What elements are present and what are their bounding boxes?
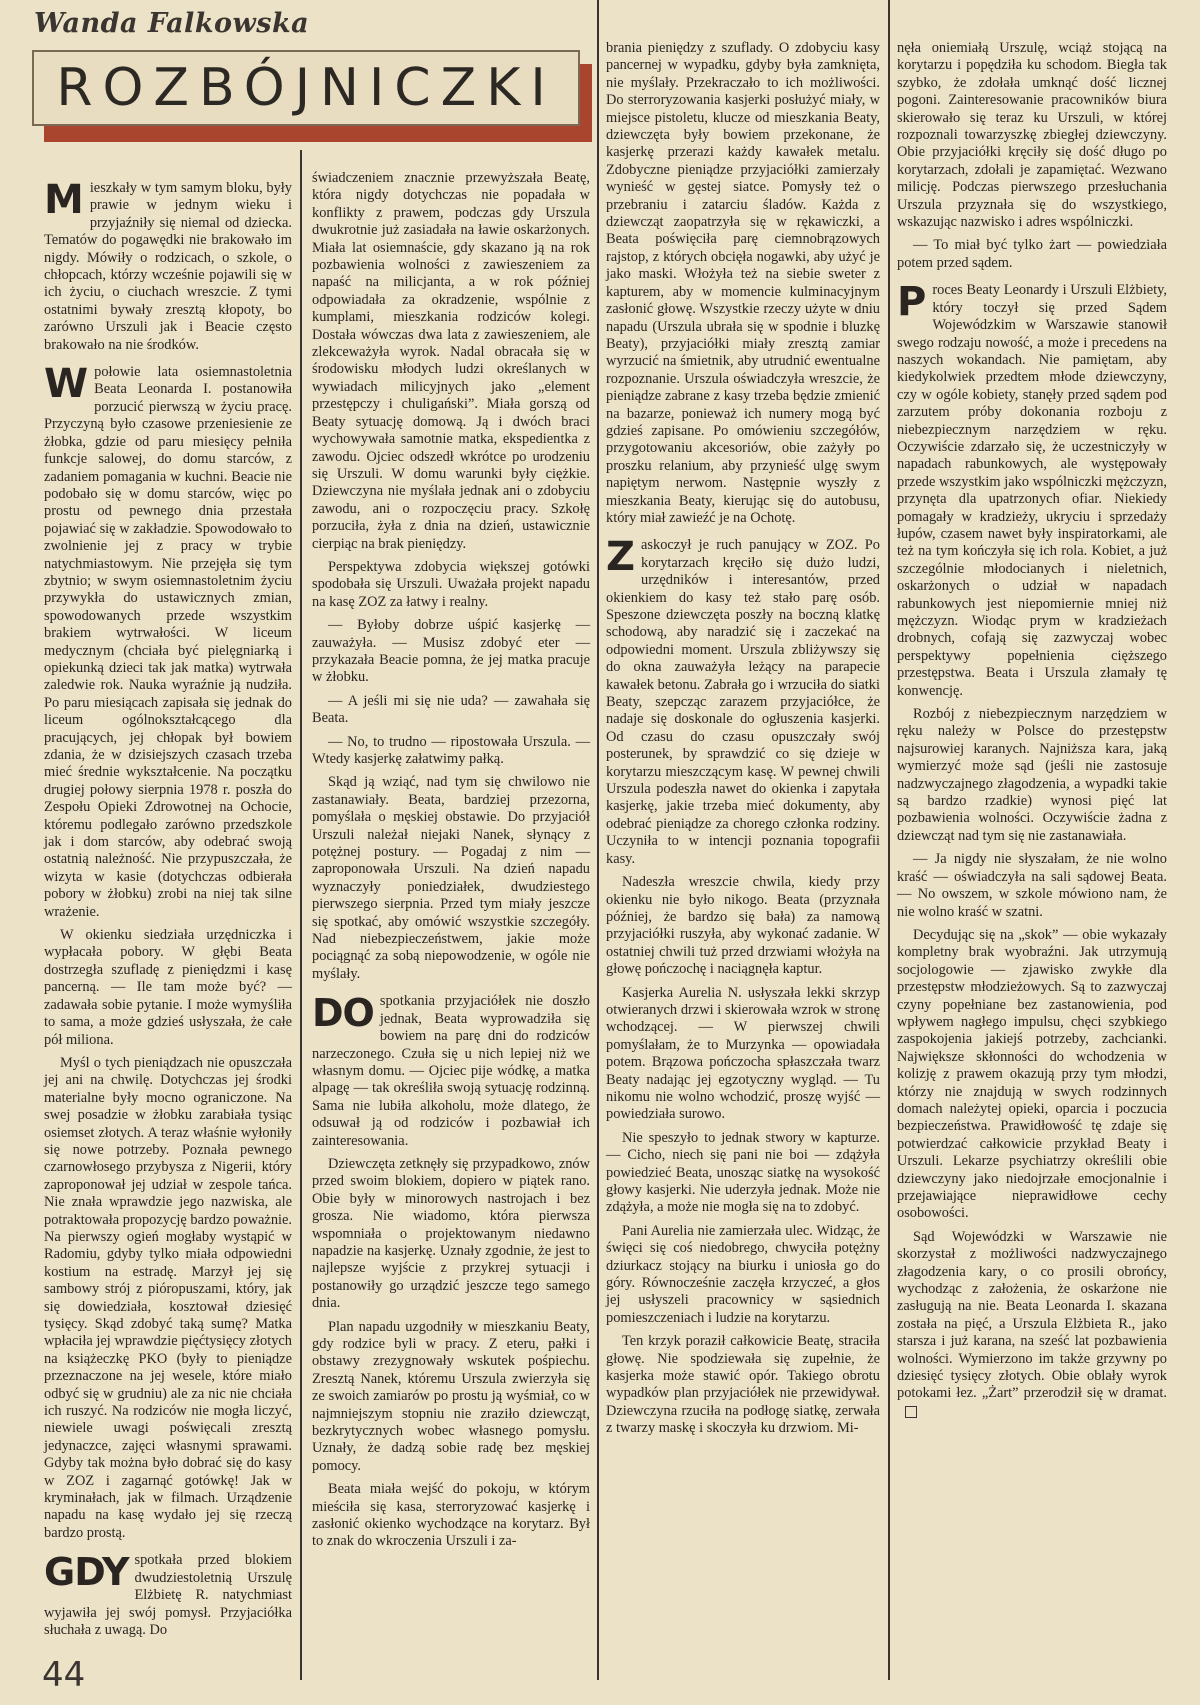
paragraph: [312, 993, 590, 1150]
paragraph: [44, 177, 292, 354]
column-rule: [597, 0, 599, 1680]
paragraph-text: połowie lata osiemnastoletnia Beata Leonarda I. postanowiła porzucić pierwszą w życiu pracę. Przyczyną było czasowe przeniesienie ze żłobka, gdzie od paru miesięcy pełniła funkcje salowej, do domu starców, z zadaniem pomagania w kuchni. Beacie nie podobało się w domu starców, więc po prostu od pewnego dnia przestała pojawiać się w zakładzie. Spowodowało to zwolnienie jej z pracy w trybie natychmiastowym. Nie przejęła się tym zbytnio; w swym osiemnastoletnim życiu przywykła do ustawicznych zmian, spowodowanych przede wszystkim brakiem wytrwałości. W liceum medycznym (chciała być pielęgniarką i opiekunką dzieci tak jak matka) wytrwała zaledwie rok. Nauka wyraźnie ją nudziła. Po paru miesiącach zapisała się jednak do liceum ogólnokształcącego dla pracujących, jej chłopak był bowiem zdania, że w dzisiejszych czasach trzeba mieć średnie wykształcenie. Na początku drugiej połowy sierpnia 1978 r. poszła do Zespołu Opieki Zdrowotnej na Ochocie, któremu podlegało zarówno przedszkole jak i dom starców, aby odebrać swoją ostatnią należność. Nie przypuszczała, że wizyta w kasie (dotychczas odbierała pobory w żłobku) zrobi na niej tak silne wrażenie.: [44, 364, 292, 920]
column-rule: [888, 0, 890, 1680]
paragraph-text: spotkała przed blokiem dwudziestoletnią Urszulę Elżbietę R. natychmiast wyjawiła jej swój pomysł. Przyjaciółka słuchała z uwagą. Do: [44, 1552, 292, 1638]
paragraph: — To miał być tylko żart — powiedziała potem przed sądem.: [897, 237, 1167, 271]
paragraph: [606, 534, 880, 868]
column-rule: [300, 150, 302, 1680]
end-mark-icon: [905, 1406, 917, 1418]
paragraph: — Ja nigdy nie słyszałam, że nie wolno kraść — oświadczyła na sali sądowej Beata. — No owszem, w szkole mówiono nam, że nie wolno kraść w szatni.: [897, 851, 1167, 920]
paragraph: — A jeśli mi się nie uda? — zawahała się Beata.: [312, 692, 590, 727]
paragraph: Decydując się na „skok” — obie wykazały kompletny brak wyobraźni. Jak utrzymują socjologowie — zjawisko zwykłe dla przestępstw młodzieżowych. Są to zazwyczaj czyny popełniane bez zastanowienia, pod wpływem nagłego impulsu, chęci szybkiego zaspokojenia jakiejś potrzeby, zachcianki. Największe skłonności do wchodzenia w kolizję z prawem okazują przy tym młodzi, którzy nie znajdują w swych rodzinnych domach należytej opieki, oparcia i poczucia bezpieczeństwa. Prawidłowość tę zdaje się potwierdzać całkowicie przykład Beaty i Urszuli. Lekarze psychiatrzy określili obie dziewczyny jako niedojrzałe emocjonalnie i przejawiające nieprawidłowe cechy osobowości.: [897, 926, 1167, 1222]
drop-cap: W: [44, 361, 89, 408]
paragraph: Kasjerka Aurelia N. usłyszała lekki skrzyp otwieranych drzwi i skierowała wzrok w stronę wchodzącej. — W pierwszej chwili pomyślałam, że to Murzynka — opowiadała potem. Brązowa pończocha spłaszczała twarz Beaty nadając jej egzotyczny wygląd. — Tu nikomu nie wolno wchodzić, proszę wyjść — powiedziała surowo.: [606, 984, 880, 1123]
title-banner: [32, 50, 592, 142]
text-column-1: [44, 170, 292, 1645]
paragraph-text: askoczył je ruch panujący w ZOZ. Po korytarzach kręciło się dużo ludzi, urzędników i interesantów, przed okienkiem do kasy też stało parę osób. Speszone dziewczęta poszły na boczną klatkę schodową, aby naradzić się i zaczekać na odpowiedni moment. Urszula zbliżywszy się do okna zauważyła leżący na parapecie kawałek betonu. Zabrała go i wrzuciła do siatki Beaty, szepcząc zarazem przyjaciółce, że nadaje się doskonale do ogłuszenia kasjerki. Od czasu do czasu opuszczały swój posterunek, by sprawdzić co się dzieje w korytarzu mieszczącym kasę. W pewnej chwili Urszula podeszła nawet do okienka i zapytała kasjerkę, jakie trzeba mieć dokumenty, aby odebrać pieniądze za chorego członka rodziny. Uczyniła to w intencji poznania topografii kasy.: [606, 537, 880, 867]
paragraph: [897, 279, 1167, 700]
article-title: ROZBÓJNICZKI: [56, 58, 556, 118]
paragraph: świadczeniem znacznie przewyższała Beatę, która nigdy dotychczas nie popadała w konflikty z prawem, podczas gdy Urszula dwukrotnie już zasiadała na ławie oskarżonych. Miała lat osiemnaście, gdy skazano ją na rok pozbawienia wolności z zawieszeniem za napaść na milicjanta, a w rok później odpowiadała za okradzenie, wspólnie z kumplami, mieszkania rodziców kolegi. Dostała wówczas dwa lata z zawieszeniem, ale zlekceważyła wyrok. Nadal obracała się w środowisku młodych ludzi określanych w wywiadach milicyjnych jako „element przestępczy i chuligański”. Miała gorszą od Beaty sytuację domową. Ją i dwóch braci wychowywała samotnie matka, ekspedientka z zawodu. Ojciec odszedł wkrótce po urodzeniu się Urszuli. W domu warunki były ciężkie. Dziewczyna nie myślała jednak ani o zdobyciu zawodu, ani o rozpoczęciu pracy. Szkołę porzuciła, żyła z dnia na dzień, ustawicznie cierpiąc na brak pieniędzy.: [312, 170, 590, 552]
paragraph: W okienku siedziała urzędniczka i wypłacała pobory. W głębi Beata dostrzegła szufladę z pieniędzmi i kasę pancerną. — Ile tam może być? — zadawała sobie pytanie. I może wymyśliła to sama, a może gdzieś usłyszała, że całe pół miliona.: [44, 927, 292, 1048]
title-banner-front: [32, 50, 580, 126]
paragraph: [897, 1229, 1167, 1420]
paragraph: nęła oniemiałą Urszulę, wciąż stojącą na korytarzu i popędziła ku schodom. Biegła tak szybko, że zdołała umknąć dość licznej pogoni. Zainteresowanie pracowników biura skierowało się teraz ku Urszuli, w której rozpoznali towarzyszkę zbiegłej dziewczyny. Obie przyjaciółki kręciły się dość długo po korytarzach, zdołali je zapamiętać. Wezwano milicję. Podczas pierwszego przesłuchania Urszula przyznała się do wszystkiego, wskazując nazwisko i adres wspólniczki.: [897, 40, 1167, 231]
paragraph: Myśl o tych pieniądzach nie opuszczała jej ani na chwilę. Dotychczas jej środki materialne były mocno ograniczone. Na swej posadzie w żłobku zarabiała tysiąc osiemset złotych. A teraz właśnie wyłoniły się nowe potrzeby. Poznała pewnego czarnowłosego przybysza z Nigerii, który zaproponował jej udział w zespole tańca. Nie znała wprawdzie jego nazwiska, ale potraktowała propozycję bardzo poważnie. Na pierwszy ogień mogłaby wystąpić w Radomiu, gdyby tylko miała odpowiedni kostium na estradę. Marzył jej się sambowy strój z pióropuszami, który, jak się dowiedziała, kosztował dziesięć tysięcy. Skąd zdobyć taką sumę? Matka wpłaciła jej wprawdzie pięćtysięcy złotych na książeczkę PKO (były to pieniądze przeznaczone na jej wesele, które miało odbyć się w grudniu) ale za nic nie chciała ich ruszyć. Na rodziców nie mogła liczyć, niewiele uwagi poświęcali zresztą jedynaczce, zajęci własnymi sprawami. Gdyby tak można było dobrać się do kasy w ZOZ i zagarnąć gotówkę! Jak w kryminałach, jak w filmach. Urządzenie napadu na kasę wydało jej się rzeczą bardzo prostą.: [44, 1054, 292, 1541]
paragraph: Pani Aurelia nie zamierzała ulec. Widząc, że święci się coś niedobrego, chwyciła potężny dziurkacz stojący na biurku i uniosła go do góry. Równocześnie zaczęła krzyczeć, a głos jej usłyszeli pracownicy w sąsiednich pomieszczeniach i ludzie na korytarzu.: [606, 1222, 880, 1326]
drop-cap: GDY: [44, 1550, 129, 1595]
paragraph-text: ieszkały w tym samym bloku, były prawie w jednym wieku i przyjaźniły się niemal od dziecka. Tematów do pogawędki nie brakowało im nigdy. Mówiły o rodzicach, o szkole, o chłopcach, którzy wcześnie pojawili się w ich życiu, o ciuchach wreszcie. Z tymi ostatnimi bywały zresztą kłopoty, bo zarówno Urszuli jak i Beacie często brakowało na nie środków.: [44, 180, 292, 353]
text-column-2: [312, 170, 590, 1557]
paragraph: Skąd ją wziąć, nad tym się chwilowo nie zastanawiały. Beata, bardziej przezorna, pomyślała o męskiej obstawie. Do przyjaciół Urszuli należał niejaki Nanek, słynący z potężnej postury. — Pogadaj z nim — zaproponowała Urszuli. Na dzień napadu wyznaczyły poniedziałek, dwudziestego pierwszego sierpnia. Przed tym miały jeszcze się spotkać, aby omówić wszystkie szczegóły. Nad niebezpieczeństwem, jakie może pociągnąć za sobą niepowodzenie, w ogóle nie myślały.: [312, 774, 590, 982]
author-name: Wanda Falkowska: [34, 8, 310, 39]
paragraph: Ten krzyk poraził całkowicie Beatę, straciła głowę. Nie spodziewała się zupełnie, że kasjerka może stawić opór. Takiego obrotu wypadków plan przyjaciółek nie przewidywał. Dziewczyna rzuciła na podłogę siatkę, zerwała z twarzy maskę i skoczyła ku drzwiom. Mi-: [606, 1333, 880, 1437]
paragraph: Plan napadu uzgodniły w mieszkaniu Beaty, gdy rodzice byli w pracy. Z eteru, pałki i obstawy zrezygnowały wskutek pośpiechu. Zresztą Nanek, któremu Urszula zwierzyła się ze swoich zamiarów po prostu ją wyśmiał, co w najmniejszym stopniu nie zraziło dziewcząt, bezkrytycznych wobec własnego pomysłu. Uznały, że dadzą sobie radę bez męskiej pomocy.: [312, 1318, 590, 1474]
paragraph: Nie speszyło to jednak stwory w kapturze. — Cicho, niech się pani nie boi — zdążyła powiedzieć Beata, unosząc siatkę na wysokość głowy kasjerki. Nie uderzyła jednak. Może nie zdążyła, a może nie mogła się na to zdobyć.: [606, 1129, 880, 1216]
paragraph: Nadeszła wreszcie chwila, kiedy przy okienku nie było nikogo. Beata (przyznała później, że bardzo się bała) za namową przyjaciółki ruszyła, aby wykonać zadanie. W ostatniej chwili tuż przed drzwiami włożyła na głowę pończochę i naciągnęła kaptur.: [606, 874, 880, 978]
page-number: 44: [42, 1655, 86, 1695]
paragraph: Dziewczęta zetknęły się przypadkowo, znów przed swoim blokiem, dopiero w piątek rano. Obie były w minorowych nastrojach i bez grosza. Nie wiadomo, która pierwsza wspomniała o projektowanym niedawno napadzie na kasjerkę. Uznały zgodnie, że jest to najlepsze wyjście z przykrej sytuacji i postanowiły go urządzić jeszcze tego samego dnia.: [312, 1155, 590, 1312]
drop-cap: Z: [606, 534, 636, 581]
drop-cap: DO: [312, 991, 374, 1036]
paragraph: [44, 1552, 292, 1639]
paragraph: — Byłoby dobrze uśpić kasjerkę — zauważyła. — Musisz zdobyć eter — przykazała Beacie pomna, że jej matka pracuje w żłobku.: [312, 617, 590, 686]
paragraph: brania pieniędzy z szuflady. O zdobyciu kasy pancernej w wypadku, gdyby była zamknięta, nie myślały. Przekraczało to ich możliwości. Do sterroryzowania kasjerki posłużyć miały, w miejsce pistoletu, klucze od mieszkania Beaty, dziewczęta były bowiem przekonane, że kasjerkę przerazi każdy kawałek metalu. Zdobyczne pieniądze przyjaciółki zamierzały wynieść w gęstej siatce. Pomysły też o przebraniu i zatarciu śladów. Każda z dziewcząt zaopatrzyła się w rękawiczki, a Beata poświęciła parę ciemnobrązowych rajstop, z których obcięła nogawki, aby użyć je jako maski. Włożyła też na siebie sweter z kapturem, aby w momencie kulminacyjnym zasłonić głowę. Wszystkie rzeczy użyte w dniu napadu (Urszula ubrała się w spodnie i bluzkę Beaty), przyjaciółki miały zresztą zamiar wyrzucić na śmietnik, aby utrudnić ewentualne rozpoznanie. Urszula oświadczyła wreszcie, że pieniądze zabrane z kasy trzeba będzie zmienić na bazarze, ponieważ ich numery mogą być gdzieś zapisane. Po omówieniu szczegółów, przygotowaniu akcesoriów, obie zażyły po proszku relanium, aby przynieść ulgę swym napiętym nerwom. Następnie wyszły z mieszkania Beaty, kierując się do autobusu, który miał zawieźć je na Ochotę.: [606, 40, 880, 526]
paragraph-text: Sąd Wojewódzki w Warszawie nie skorzystał z możliwości nadzwyczajnego złagodzenia kary, o co prosili obrońcy, wychodząc z założenia, że oskarżone nie zasługują na nie. Beata Leonarda I. skazana została na pięć, a Urszula Elżbieta R., jako starsza i już karana, na sześć lat pozbawienia wolności. Wymierzono im także grzywny po dziesięć tysięcy złotych. Obie oblały wyrok potokami łez. „Żart” przerodził się w dramat.: [897, 1228, 1167, 1402]
paragraph: Rozbój z niebezpiecznym narzędziem w ręku należy w Polsce do przestępstw najsurowiej karanych. Najniższa kara, jaką wymierzyć może sąd (jeśli nie zastosuje nadzwyczajnego złagodzenia, a wypadki takie są bardzo rzadkie) wynosi pięć lat pozbawienia wolności. Oczywiście żadna z dziewcząt nad tym się nie zastanawiała.: [897, 706, 1167, 844]
drop-cap: M: [44, 177, 84, 223]
text-column-4: [897, 40, 1167, 1426]
paragraph-text: spotkania przyjaciółek nie doszło jednak, Beata wyprowadziła się bowiem na parę dni do rodziców narzeczonego. Czuła się u nich lepiej niż we własnym domu. — Ojciec pije wódkę, a matka alpagę — tak określiła swoją sytuację rodzinną. Sama nie lubiła alkoholu, może dlatego, że odsuwał ją od rodziców i pozbawiał ich zainteresowania.: [312, 993, 590, 1149]
paragraph-text: roces Beaty Leonardy i Urszuli Elżbiety, który toczył się przed Sądem Wojewódzkim w Warszawie stanowił swego rodzaju nowość, a może i precedens na naszych wokandach. Nie pamiętam, aby kiedykolwiek przedtem młode dziewczyny, czy w ogóle kobiety, stanęły przed sądem pod zarzutem próby dokonania rozboju z niebezpiecznym narzędziem w ręku. Oczywiście zdarzało się, że uczestniczyły w napadach rabunkowych, ale występowały przede wszystkim jako wspólniczki mężczyzn, przynęta dla upatrzonych ofiar. Niekiedy pomagały w kradzieży, ukryciu i sprzedaży łupów, czasem nawet były inspiratorkami, ale też na tym kończyła się ich rola. Kobiet, a już szczególnie młodocianych i nieletnich, oskarżonych o udział w napadach rabunkowych jest niepomiernie mniej niż mężczyzn. Wiodąc prym w kradzieżach drobnych, cofają się zazwyczaj wobec perspektywy popełnienia cięższego przestępstwa. Beata i Urszula złamały tę konwencję.: [897, 282, 1167, 699]
drop-cap: P: [897, 279, 927, 326]
paragraph: Perspektywa zdobycia większej gotówki spodobała się Urszuli. Uważała projekt napadu na kasę ZOZ za łatwy i realny.: [312, 558, 590, 610]
paragraph: Beata miała wejść do pokoju, w którym mieściła się kasa, sterroryzować kasjerkę i zasłonić okienko wychodzące na korytarz. Był to znak do wkroczenia Urszuli i za-: [312, 1481, 590, 1550]
text-column-3: [606, 40, 880, 1444]
paragraph: [44, 361, 292, 921]
paragraph: — No, to trudno — ripostowała Urszula. — Wtedy kasjerkę załatwimy pałką.: [312, 733, 590, 767]
